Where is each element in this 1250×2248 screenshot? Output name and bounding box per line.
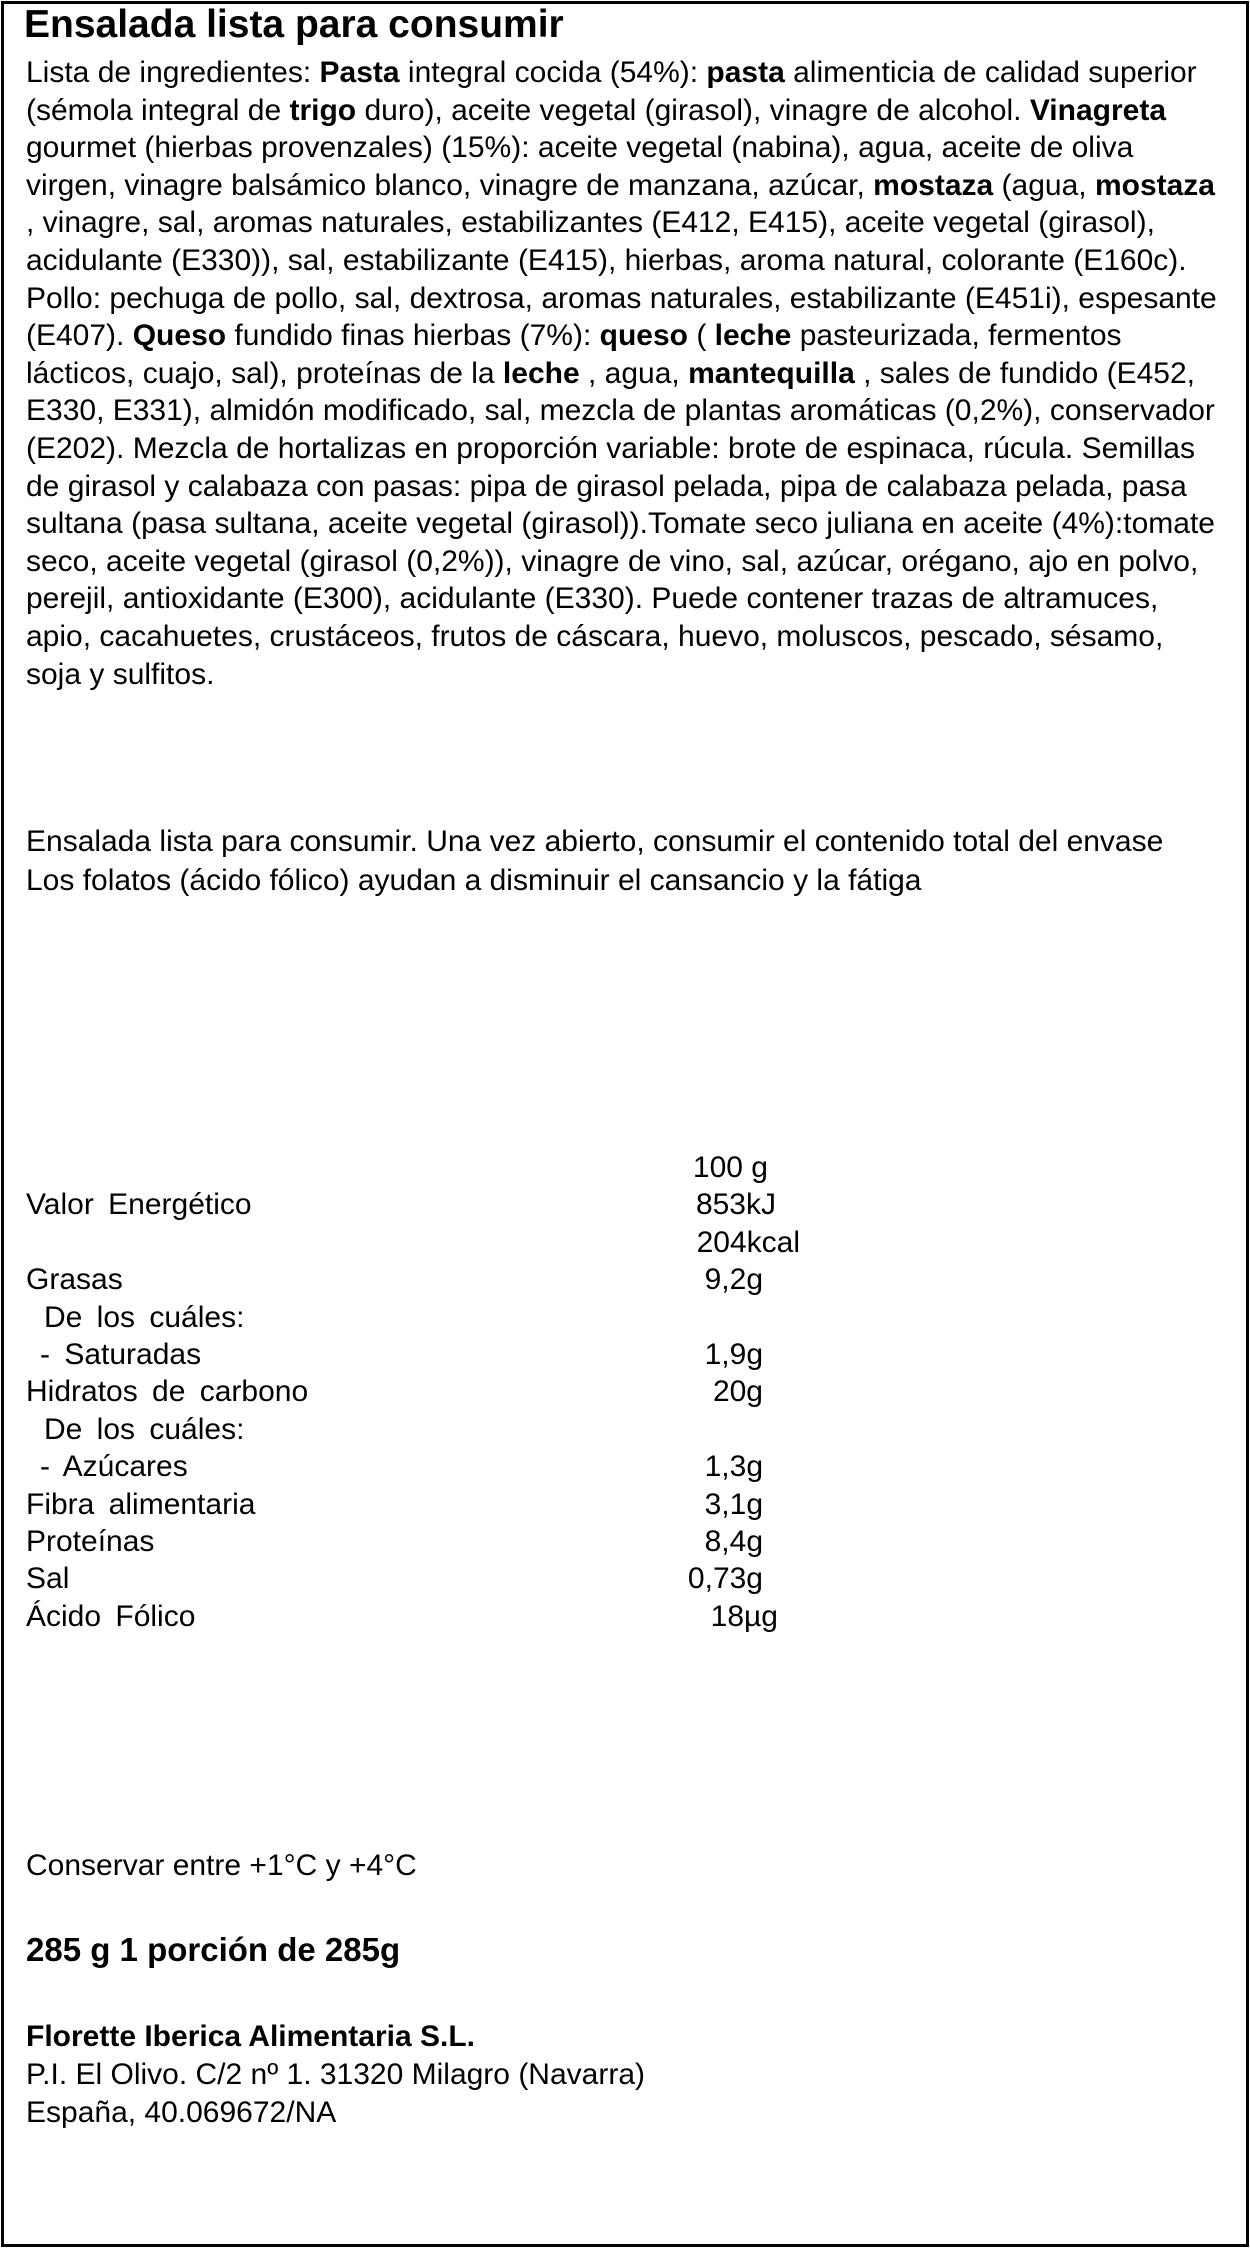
nutrition-row [26,1224,926,1261]
ingredients-allergen: mantequilla [688,356,855,390]
nutrient-label: De los cuáles: [44,1412,245,1446]
nutrition-row [26,1560,926,1597]
ingredients-allergen: trigo [289,93,357,127]
ingredients-segment: , vinagre, sal, aromas naturales, estabilizantes (E412, E415), aceite vegetal (girasol), acidulante (E330)), sal, estabilizante (E415), hierbas, aroma natural, colorante (E160c). Pollo: pechuga de pollo, sal, dextrosa, aromas naturales, estabilizante (E451i), espesante (E407). [26,206,1217,353]
ingredients-segment: fundido finas hierbas (7%): [226,319,600,353]
nutrition-header: 100 g [692,1151,768,1184]
ingredients-segment: alimenticia de calidad superior (sémola integral de [26,56,1197,127]
nutrition-row [26,1186,926,1223]
nutrient-label: - Saturadas [40,1337,202,1371]
ingredients-allergen: Vinagreta [1029,93,1166,127]
usage-text: Ensalada lista para consumir. Una vez abierto, consumir el contenido total del envase [26,825,1164,858]
nutrition-row [26,1373,926,1410]
nutrition-row [26,1299,926,1336]
nutrient-value: 9,2g [704,1263,763,1297]
ingredients-segment: (agua, [993,168,1095,202]
nutrient-value: 853kJ [695,1188,776,1222]
ingredients-segment: , sales de fundido (E452, E330, E331), almidón modificado, sal, mezcla de plantas aromáticas (0,2%), conservador (E202). Mezcla de hortalizas en proporción variable: brote de espinaca, rúcula. Semillas de girasol y calabaza con pasas: pipa de girasol pelada, pipa de calabaza pelada, pasa sultana (pasa sultana, aceite vegetal (girasol)).Tomate seco juliana en aceite (4%):tomate seco, aceite vegetal (girasol (0,2%)), vinagre de vino, sal, azúcar, orégano, ajo en polvo, perejil, antioxidante (E300), acidulante (E330). Puede contener trazas de altramuces, apio, cacahuetes, crustáceos, frutos de cáscara, huevo, moluscos, pescado, sésamo, soja y sulfitos. [26,356,1215,691]
nutrition-table [26,1149,926,1635]
ingredients-allergen: leche [714,319,792,353]
nutrition-row [26,1336,926,1373]
nutrient-value: 204kcal [696,1225,800,1259]
storage-instructions: Conservar entre +1°C y +4°C [26,1849,417,1882]
nutrient-value: 1,9g [704,1337,763,1371]
ingredients-segment: integral cocida (54%): [399,56,707,89]
ingredients-segment: , agua, [579,356,689,390]
ingredients-allergen: leche [502,356,580,390]
nutrient-label: Fibra alimentaria [26,1487,256,1521]
company-name: Florette Iberica Alimentaria S.L. [26,2020,476,2053]
ingredients-allergen: Queso [132,319,227,353]
nutrient-value: 3,1g [704,1487,763,1521]
nutrient-value: 1,3g [704,1450,763,1484]
ingredients-segment: Lista de ingredientes: [26,56,320,89]
nutrient-label: Hidratos de carbono [26,1375,309,1409]
nutrient-label: Valor Energético [26,1188,252,1222]
ingredients-allergen: mostaza [1094,168,1215,202]
nutrient-value: 8,4g [704,1524,763,1558]
ingredients-segment: ( [687,319,715,353]
ingredients-allergen: pasta [706,56,785,89]
ingredients-allergen: Pasta [319,56,400,89]
nutrient-value: 0,73g [687,1562,763,1596]
manufacturer-info [26,2018,645,2132]
nutrient-label: Grasas [26,1263,123,1297]
product-title: Ensalada lista para consumir [24,3,564,46]
nutrition-row [26,1261,926,1298]
nutrition-row [26,1411,926,1448]
company-address: P.I. El Olivo. C/2 nº 1. 31320 Milagro (Navarra) [26,2058,645,2091]
company-country-registry: España, 40.069672/NA [26,2096,337,2129]
nutrient-value: 20g [712,1375,763,1409]
nutrition-row [26,1486,926,1523]
ingredients-allergen: mostaza [873,168,994,202]
nutrition-header-row [26,1149,926,1186]
ingredients-segment: pasteurizada, fermentos lácticos, cuajo, sal), proteínas de la [26,319,1122,390]
nutrient-label: - Azúcares [40,1450,188,1484]
ingredients-segment: duro), aceite vegetal (girasol), vinagre de alcohol. [356,93,1030,127]
nutrient-label: Proteínas [26,1524,155,1558]
ingredients-list [26,54,1226,693]
nutrient-label: De los cuáles: [44,1300,245,1334]
ingredients-segment: gourmet (hierbas provenzales) (15%): aceite vegetal (nabina), agua, aceite de oliva virgen, vinagre balsámico blanco, vinagre de manzana, azúcar, [26,131,1134,202]
nutrient-value: 18µg [710,1599,778,1633]
usage-instructions [26,823,1206,900]
nutrient-label: Sal [26,1562,70,1596]
nutrition-row [26,1598,926,1635]
nutrition-row [26,1448,926,1485]
folate-claim: Los folatos (ácido fólico) ayudan a disminuir el cansancio y la fátiga [26,863,922,897]
net-weight-portion: 285 g 1 porción de 285g [26,1931,401,1968]
ingredients-allergen: queso [599,319,688,353]
nutrition-row [26,1523,926,1560]
nutrient-label: Ácido Fólico [26,1599,196,1633]
